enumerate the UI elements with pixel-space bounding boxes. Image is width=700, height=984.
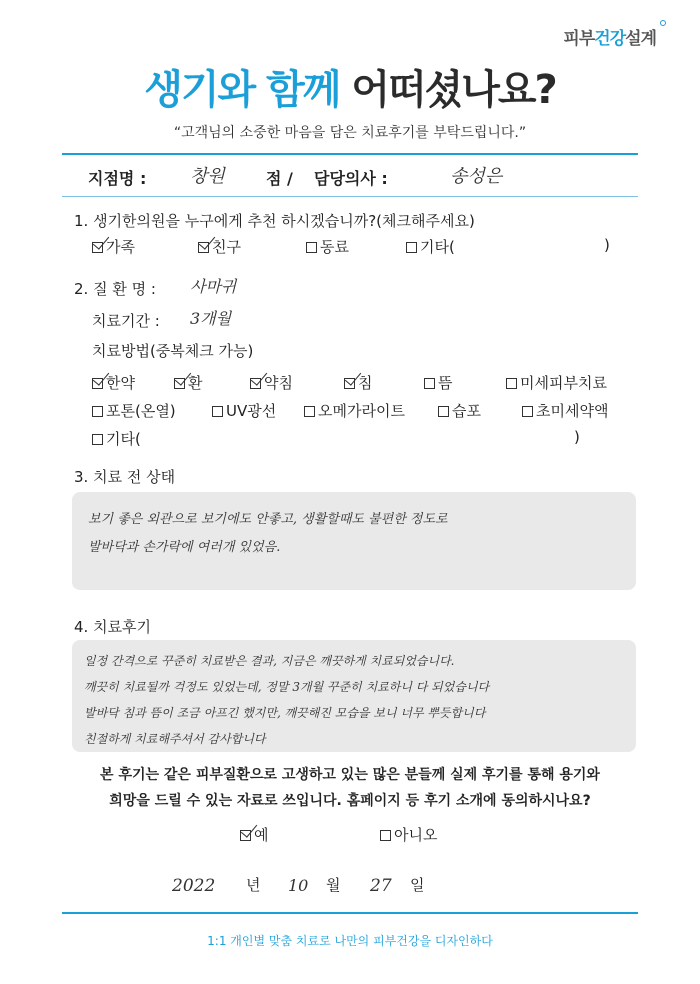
option-label: 한약 xyxy=(106,374,135,392)
divider-bottom xyxy=(62,912,638,914)
branch-suffix: 점 / xyxy=(266,169,293,188)
checkbox-icon xyxy=(424,378,435,389)
doctor-value: 송성은 xyxy=(450,166,503,187)
q4-title: 4. 치료후기 xyxy=(74,618,152,636)
footer-slogan: 1:1 개인별 맞춤 치료로 나만의 피부건강을 디자인하다 xyxy=(207,934,493,948)
q2-period-label: 치료기간 : xyxy=(92,312,160,330)
q1-close-paren: ) xyxy=(604,236,610,254)
q1-option-family[interactable] xyxy=(92,236,135,257)
brand-logo xyxy=(563,24,656,49)
page-subtitle: “고객님의 소중한 마음을 담은 치료후기를 부탁드립니다.” xyxy=(173,125,527,141)
option-label: 동료 xyxy=(320,238,349,256)
option-label: 미세피부치료 xyxy=(520,374,607,392)
checkbox-icon xyxy=(306,242,317,253)
checkbox-icon xyxy=(212,406,223,417)
doctor-label: 담당의사 : xyxy=(314,169,388,188)
date-month-label: 월 xyxy=(326,876,341,894)
method-pharmacopuncture[interactable] xyxy=(250,372,293,393)
consent-line-1: 본 후기는 같은 피부질환으로 고생하고 있는 많은 분들께 실제 후기를 통해 용기와 xyxy=(100,767,600,783)
checkbox-icon xyxy=(240,830,251,841)
checkbox-icon xyxy=(380,830,391,841)
option-label: 기타( xyxy=(106,430,141,448)
q2-method-label: 치료방법(중복체크 가능) xyxy=(92,342,254,360)
option-label: 가족 xyxy=(106,238,135,256)
q3-title: 3. 치료 전 상태 xyxy=(74,468,176,486)
date-year-label: 년 xyxy=(246,876,261,894)
option-label: 습포 xyxy=(452,402,481,420)
title-blue: 생기와 함께 xyxy=(144,67,340,113)
option-label: 친구 xyxy=(212,238,241,256)
method-uv[interactable] xyxy=(212,400,276,421)
option-label: 약침 xyxy=(264,374,293,392)
method-omega-light[interactable] xyxy=(304,400,405,421)
q3-answer-box xyxy=(72,492,636,590)
method-ultra-micro[interactable] xyxy=(522,400,608,421)
method-herbal[interactable] xyxy=(92,372,135,393)
brand-part2: 건강 xyxy=(594,29,626,49)
checkbox-icon xyxy=(92,242,103,253)
checkbox-icon xyxy=(198,242,209,253)
method-pill[interactable] xyxy=(174,372,203,393)
checkbox-icon xyxy=(92,378,103,389)
checkbox-icon xyxy=(344,378,355,389)
consent-line-2: 희망을 드릴 수 있는 자료로 쓰입니다. 홈페이지 등 후기 소개에 동의하시나요? xyxy=(109,793,591,809)
checkbox-icon xyxy=(174,378,185,389)
brand-part3: 설계 xyxy=(625,29,656,49)
checkbox-icon xyxy=(406,242,417,253)
page-title xyxy=(0,58,700,115)
method-micro-skin[interactable] xyxy=(506,372,607,393)
q4-line: 친절하게 치료해주셔서 감사합니다 xyxy=(84,732,266,746)
q2-disease-value: 사마귀 xyxy=(190,277,237,296)
method-compress[interactable] xyxy=(438,400,481,421)
q2-disease-label: 2. 질 환 명 : xyxy=(74,280,156,298)
q4-answer-box xyxy=(72,640,636,752)
option-label: 기타( xyxy=(420,238,455,256)
q1-option-friend[interactable] xyxy=(198,236,241,257)
option-label: 침 xyxy=(358,374,373,392)
checkbox-icon xyxy=(438,406,449,417)
option-label: 아니오 xyxy=(394,826,438,844)
consent-yes[interactable] xyxy=(240,824,269,845)
q2-period-value: 3개월 xyxy=(190,309,232,328)
title-dark: 어떠셨나요? xyxy=(351,67,556,113)
branch-value: 창원 xyxy=(190,166,225,187)
q2-close-paren: ) xyxy=(574,428,580,446)
date-day-value: 27 xyxy=(370,876,392,896)
q4-line: 일정 간격으로 꾸준히 치료받은 결과, 지금은 깨끗하게 치료되었습니다. xyxy=(84,654,455,668)
method-acupuncture[interactable] xyxy=(344,372,373,393)
checkbox-icon xyxy=(92,434,103,445)
branch-label: 지점명 : xyxy=(88,169,147,188)
checkbox-icon xyxy=(506,378,517,389)
q4-line: 깨끗히 치료될까 걱정도 있었는데, 정말 3개월 꾸준히 치료하니 다 되었습니다 xyxy=(84,680,490,694)
option-label: UV광선 xyxy=(226,402,277,420)
option-label: 포톤(온열) xyxy=(106,402,176,420)
method-photon[interactable] xyxy=(92,400,176,421)
option-label: 초미세약액 xyxy=(536,402,609,420)
checkbox-icon xyxy=(522,406,533,417)
divider-header xyxy=(62,196,638,197)
date-day-label: 일 xyxy=(410,876,425,894)
checkbox-icon xyxy=(304,406,315,417)
divider-top xyxy=(62,153,638,155)
checkbox-icon xyxy=(250,378,261,389)
q1-question: 1. 생기한의원을 누구에게 추천 하시겠습니까?(체크해주세요) xyxy=(74,212,475,230)
q1-option-coworker[interactable] xyxy=(306,236,349,257)
q3-line: 보기 좋은 외관으로 보기에도 안좋고, 생활할때도 불편한 정도로 xyxy=(88,512,448,527)
option-label: 오메가라이트 xyxy=(318,402,405,420)
q3-line: 발바닥과 손가락에 여러개 있었음. xyxy=(88,540,281,555)
date-month-value: 10 xyxy=(288,876,309,895)
checkbox-icon xyxy=(92,406,103,417)
q4-line: 발바닥 침과 뜸이 조금 아프긴 했지만, 깨끗해진 모습을 보니 너무 뿌듯합니다 xyxy=(84,706,486,720)
consent-no[interactable] xyxy=(380,824,437,845)
date-year-value: 2022 xyxy=(172,876,216,896)
method-moxibustion[interactable] xyxy=(424,372,453,393)
brand-part1: 피부 xyxy=(563,29,595,49)
option-label: 예 xyxy=(254,826,269,844)
brand-dot-icon xyxy=(660,20,666,26)
option-label: 뜸 xyxy=(438,374,453,392)
q1-option-other[interactable] xyxy=(406,236,455,257)
method-other[interactable] xyxy=(92,428,141,449)
option-label: 환 xyxy=(188,374,203,392)
